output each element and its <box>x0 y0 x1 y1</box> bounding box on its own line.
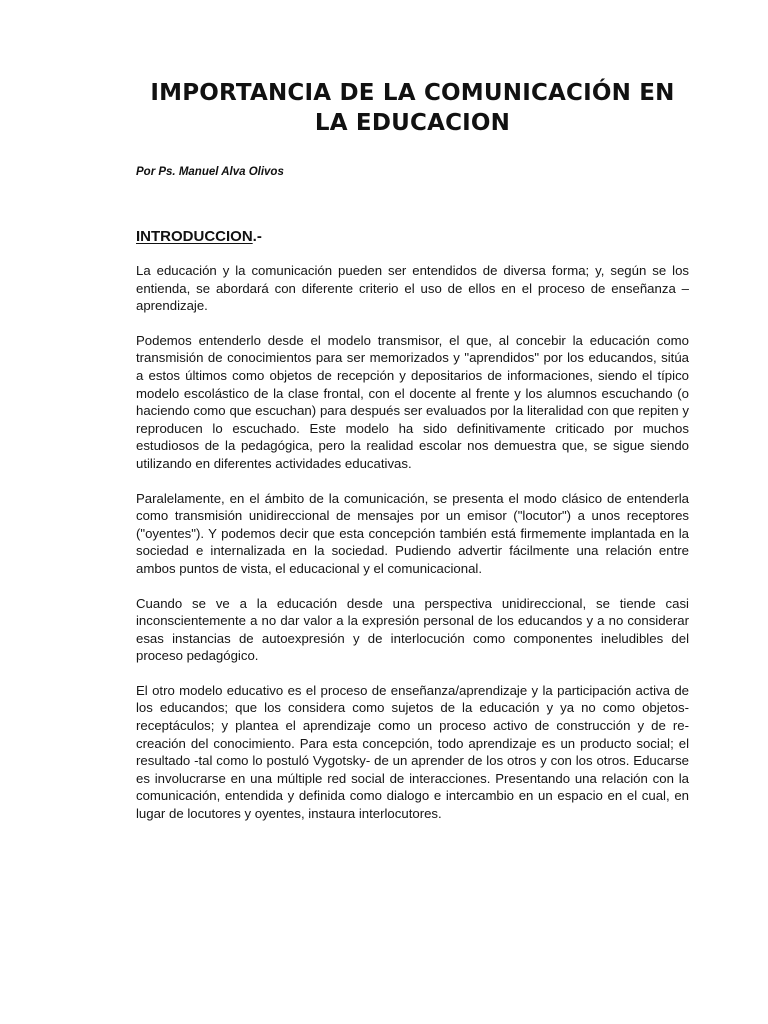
document-title-line-1: IMPORTANCIA DE LA COMUNICACIÓN EN <box>150 80 675 106</box>
paragraph-1: La educación y la comunicación pueden ser entendidos de diversa forma; y, según se los entienda, se abordará con diferente criterio el uso de ellos en el proceso de enseñanza – aprendizaje. <box>136 263 689 314</box>
document-title <box>136 78 689 138</box>
document-title-line-2: LA EDUCACION <box>314 110 511 136</box>
paragraph-4: Cuando se ve a la educación desde una perspectiva unidireccional, se tiende casi inconscientemente a no dar valor a la expresión personal de los educandos y a no considerar esas instancias de autoexpresión y de interlocución como componentes ineludibles del proceso pedagógico. <box>136 595 689 664</box>
section-heading <box>136 228 689 246</box>
body-text <box>136 262 689 823</box>
paragraph-3: Paralelamente, en el ámbito de la comunicación, se presenta el modo clásico de entenderla como transmisión unidireccional de mensajes por un emisor ("locutor") a unos receptores ("oyentes"). Y podemos decir que esta concepción también está firmemente implantada en la sociedad e internalizada en la sociedad. Pudiendo advertir fácilmente una relación entre ambos puntos de vista, el educacional y el comunicacional. <box>136 490 689 576</box>
paragraph-2: Podemos entenderlo desde el modelo transmisor, el que, al concebir la educación como transmisión de conocimientos para ser memorizados y "aprendidos" por los educandos, sitúa a estos últimos como objetos de recepción y depositarios de informaciones, siendo el típico modelo escolástico de la clase frontal, con el docente al frente y los alumnos escuchando (o haciendo como que escuchan) para después ser evaluados por la literalidad con que repiten y reproducen lo escuchado. Este modelo ha sido definitivamente criticado por muchos estudiosos de la pedagógica, pero la realidad escolar nos demuestra que, se sigue siendo utilizando en diferentes actividades educativas. <box>136 332 689 471</box>
paragraph-5: El otro modelo educativo es el proceso de enseñanza/aprendizaje y la participación activa de los educandos; que los considera como sujetos de la educación y ya no como objetos-receptáculos; y plantea el aprendizaje como un proceso activo de construcción y de re-creación del conocimiento. Para esta concepción, todo aprendizaje es un producto social; el resultado -tal como lo postuló Vygotsky- de un aprender de los otros y con los otros. Educarse es involucrarse en una múltiple red social de interacciones. Presentando una relación con la comunicación, entendida y definida como dialogo e intercambio en un espacio en el cual, en lugar de locutores y oyentes, instaura interlocutores. <box>136 682 689 822</box>
document-page <box>136 78 689 840</box>
section-heading-text: INTRODUCCION <box>136 228 253 245</box>
document-author: Por Ps. Manuel Alva Olivos <box>136 166 284 178</box>
section-heading-suffix: .- <box>252 228 262 245</box>
